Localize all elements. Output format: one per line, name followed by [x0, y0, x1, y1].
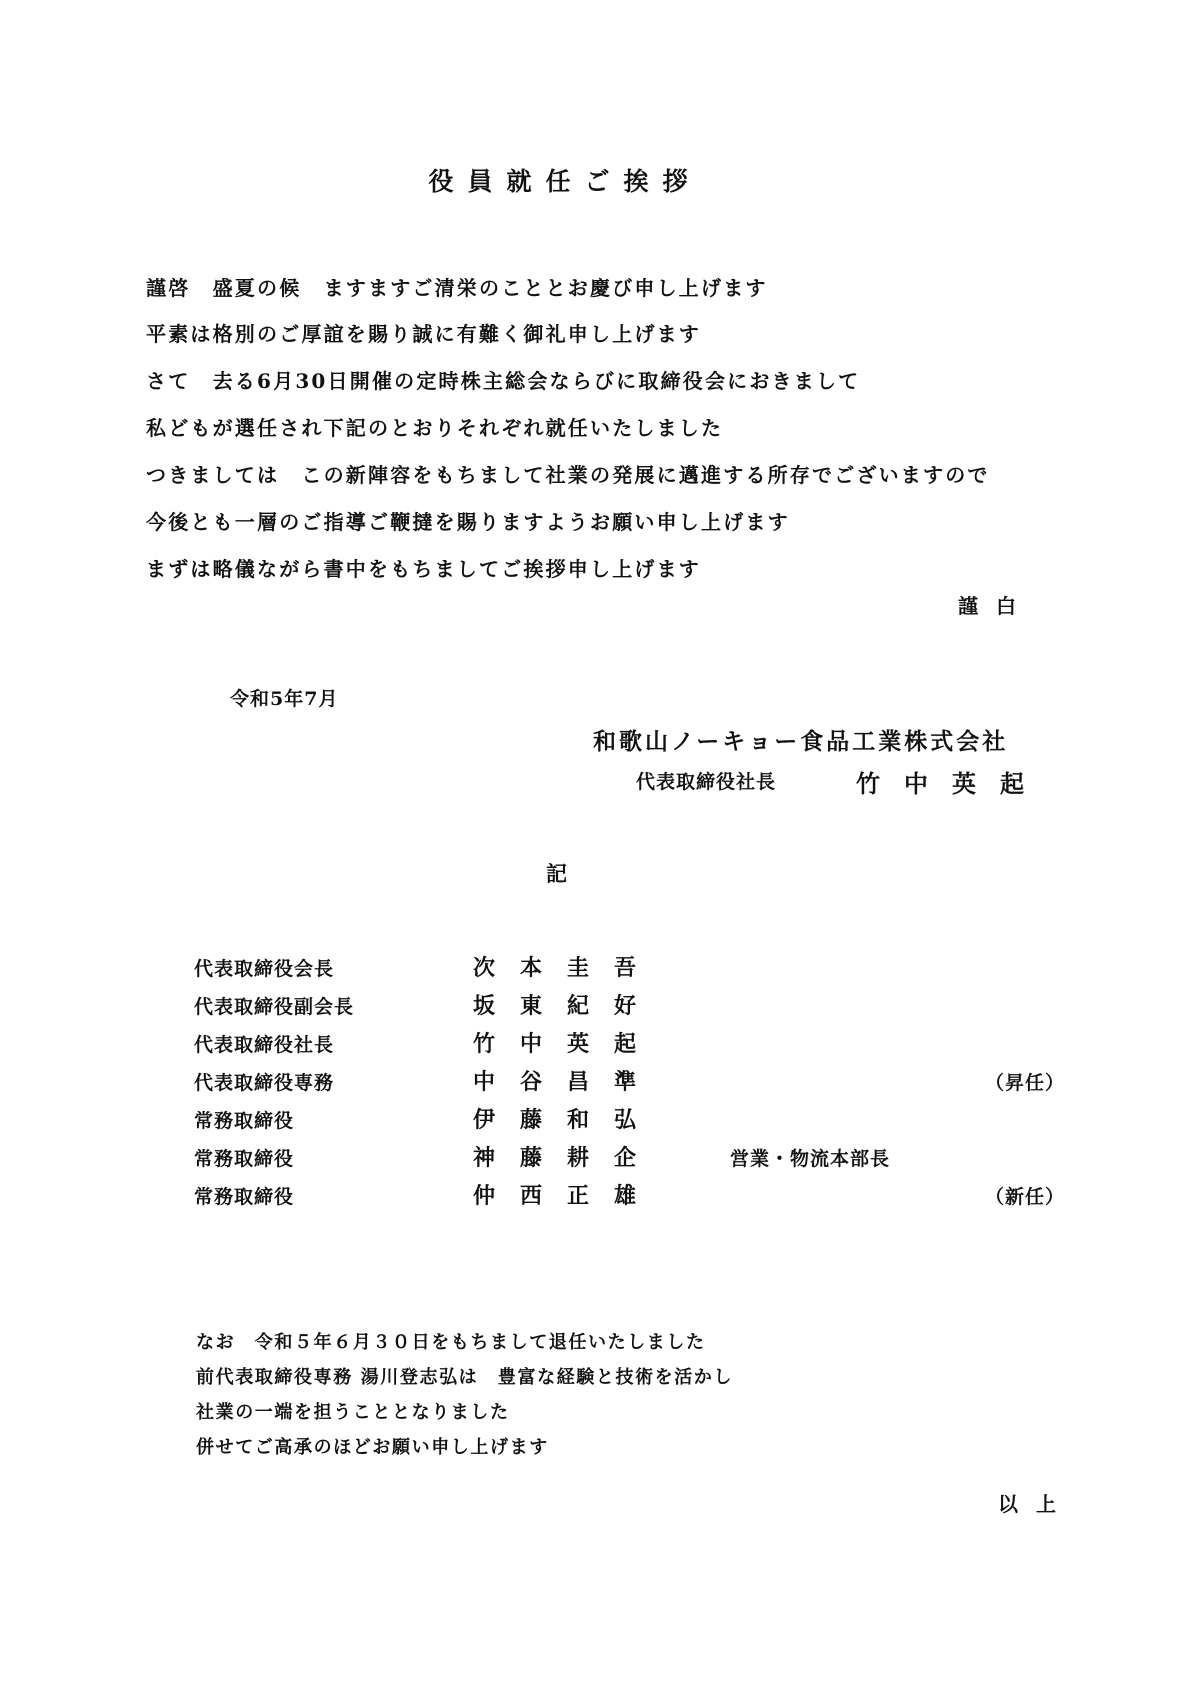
officer-title: 常務取締役: [194, 1186, 295, 1208]
body-line: つきましては この新陣容をもちまして社業の発展に邁進する所存でございますので: [146, 463, 990, 487]
document-title: 役員就任ご挨拶: [428, 167, 702, 196]
issue-date: 令和5年7月: [230, 688, 339, 710]
officer-status: （昇任）: [985, 1072, 1066, 1094]
officer-status: （新任）: [985, 1186, 1066, 1208]
officer-name: 次本圭吾: [473, 955, 662, 981]
closing-phrase: 謹白: [958, 594, 1034, 618]
officer-row: [0, 1106, 1200, 1144]
body-line: 謹啓 盛夏の候 ますますご清栄のこととお慶び申し上げます: [146, 276, 768, 300]
officer-note: 営業・物流本部長: [730, 1148, 891, 1170]
note-line: 併せてご高承のほどお願い申し上げます: [196, 1437, 549, 1458]
officer-name: 神藤耕企: [473, 1145, 662, 1171]
note-line: 前代表取締役専務 湯川登志弘は 豊富な経験と技術を活かし: [196, 1367, 734, 1388]
officer-title: 代表取締役社長: [194, 1034, 335, 1056]
officer-name: 伊藤和弘: [473, 1107, 662, 1133]
officer-name: 坂東紀好: [473, 993, 662, 1019]
representative-title: 代表取締役社長: [636, 771, 777, 793]
officer-title: 常務取締役: [194, 1110, 295, 1132]
officer-row: [0, 992, 1200, 1030]
officer-title: 代表取締役会長: [194, 958, 335, 980]
officer-title: 代表取締役副会長: [194, 996, 355, 1018]
representative-name: 竹中英起: [856, 769, 1048, 798]
officer-name: 竹中英起: [473, 1031, 662, 1057]
officer-name: 仲西正雄: [473, 1183, 662, 1209]
officer-row: [0, 1030, 1200, 1068]
officer-row: [0, 1144, 1200, 1182]
body-line: まずは略儀ながら書中をもちましてご挨拶申し上げます: [146, 557, 701, 581]
body-line: 今後とも一層のご指導ご鞭撻を賜りますようお願い申し上げます: [146, 510, 790, 534]
officer-title: 代表取締役専務: [194, 1072, 335, 1094]
ki-marker: 記: [546, 861, 567, 886]
officer-title: 常務取締役: [194, 1148, 295, 1170]
officer-name: 中谷昌準: [473, 1069, 662, 1095]
officer-row: [0, 1068, 1200, 1106]
officer-row: [0, 954, 1200, 992]
body-line: 私どもが選任され下記のとおりそれぞれ就任いたしました: [146, 416, 724, 440]
body-line: さて 去る6月30日開催の定時株主総会ならびに取締役会におきまして: [146, 369, 861, 393]
end-marker: 以上: [998, 1492, 1074, 1516]
body-line: 平素は格別のご厚誼を賜り誠に有難く御礼申し上げます: [146, 322, 701, 346]
officer-row: [0, 1182, 1200, 1220]
company-name: 和歌山ノーキョー食品工業株式会社: [593, 728, 1009, 755]
note-line: 社業の一端を担うこととなりました: [196, 1402, 510, 1423]
note-line: なお 令和５年６月３０日をもちまして退任いたしました: [196, 1332, 706, 1353]
